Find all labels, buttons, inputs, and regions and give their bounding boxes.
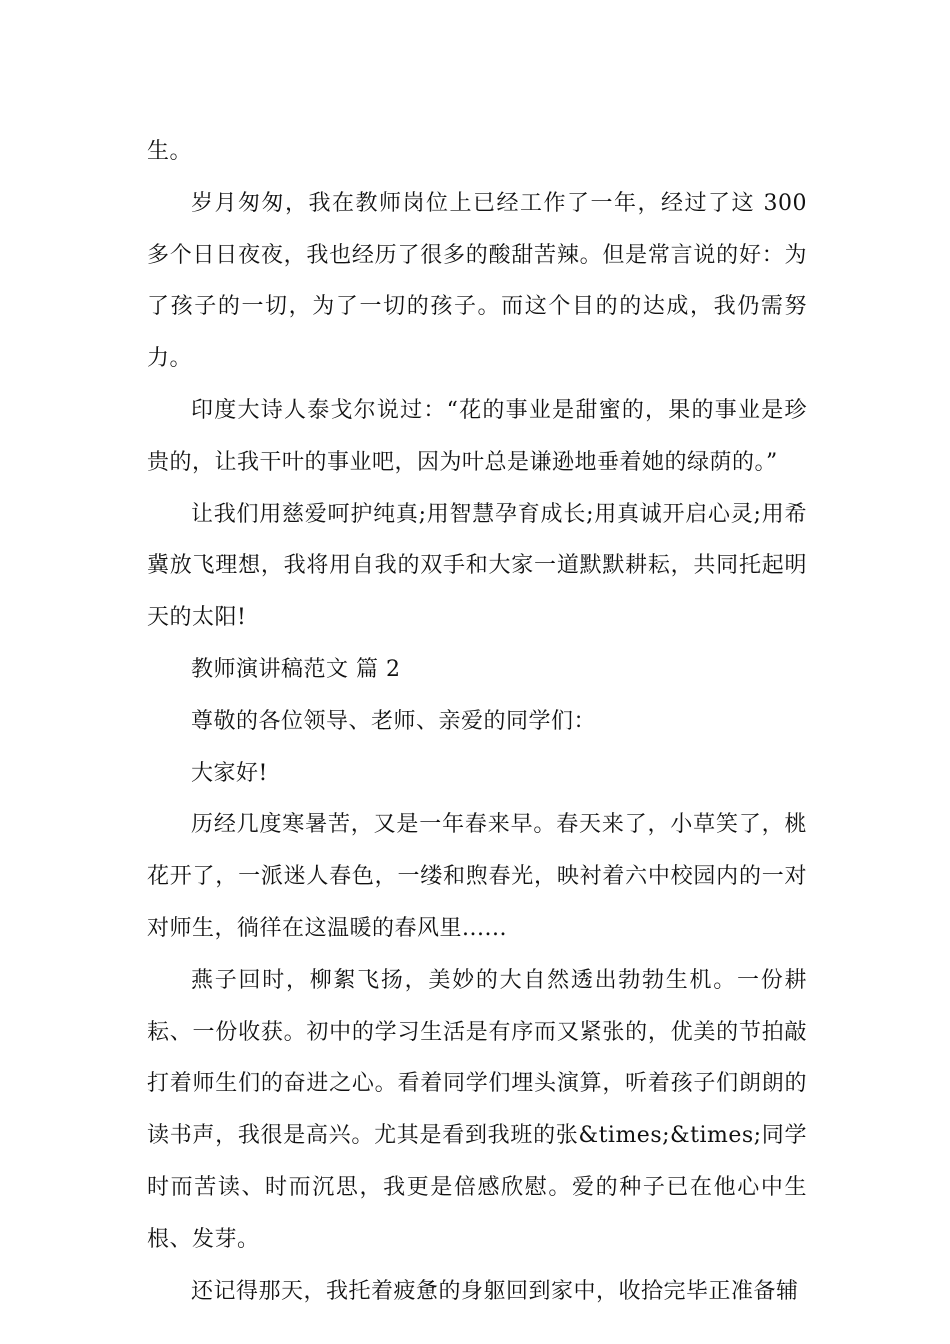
paragraph-time-passes: 岁月匆匆，我在教师岗位上已经工作了一年，经过了这 300 多个日日夜夜，我也经历了很多的酸甜苦辣。但是常言说的好：为了孩子的一切，为了一切的孩子。而这个目的的达成，我仍需努力。: [147, 190, 807, 372]
paragraph-spring: 历经几度寒暑苦，又是一年春来早。春天来了，小草笑了，桃花开了，一派迷人春色，一缕和煦春光，映衬着六中校园内的一对对师生，徜徉在这温暖的春风里......: [147, 812, 807, 941]
paragraph-tagore-quote: 印度大诗人泰戈尔说过：“花的事业是甜蜜的，果的事业是珍贵的，让我干叶的事业吧，因为叶总是谦逊地垂着她的绿荫的。”: [147, 397, 807, 475]
greeting: 大家好!: [191, 760, 268, 786]
salutation: 尊敬的各位领导、老师、亲爱的同学们：: [191, 708, 597, 734]
paragraph-swallows: 燕子回时，柳絮飞扬，美妙的大自然透出勃勃生机。一份耕耘、一份收获。初中的学习生活是有序而又紧张的，优美的节拍敲打着师生们的奋进之心。看着同学们埋头演算，听着孩子们朗朗的读书声，我很是高兴。尤其是看到我班的张&times;&times;同学时而苦读、时而沉思，我更是倍感欣慰。爱的种子已在他心中生根、发芽。: [147, 967, 807, 1252]
paragraph-closing: 让我们用慈爱呵护纯真;用智慧孕育成长;用真诚开启心灵;用希冀放飞理想，我将用自我的双手和大家一道默默耕耘，共同托起明天的太阳!: [147, 501, 807, 631]
paragraph-continuation: 生。: [147, 139, 193, 164]
paragraph-remember: 还记得那天，我托着疲惫的身躯回到家中，收拾完毕正准备辅: [191, 1278, 799, 1304]
section-heading: 教师演讲稿范文 篇 2: [191, 656, 401, 682]
document-body: [147, 126, 807, 1317]
